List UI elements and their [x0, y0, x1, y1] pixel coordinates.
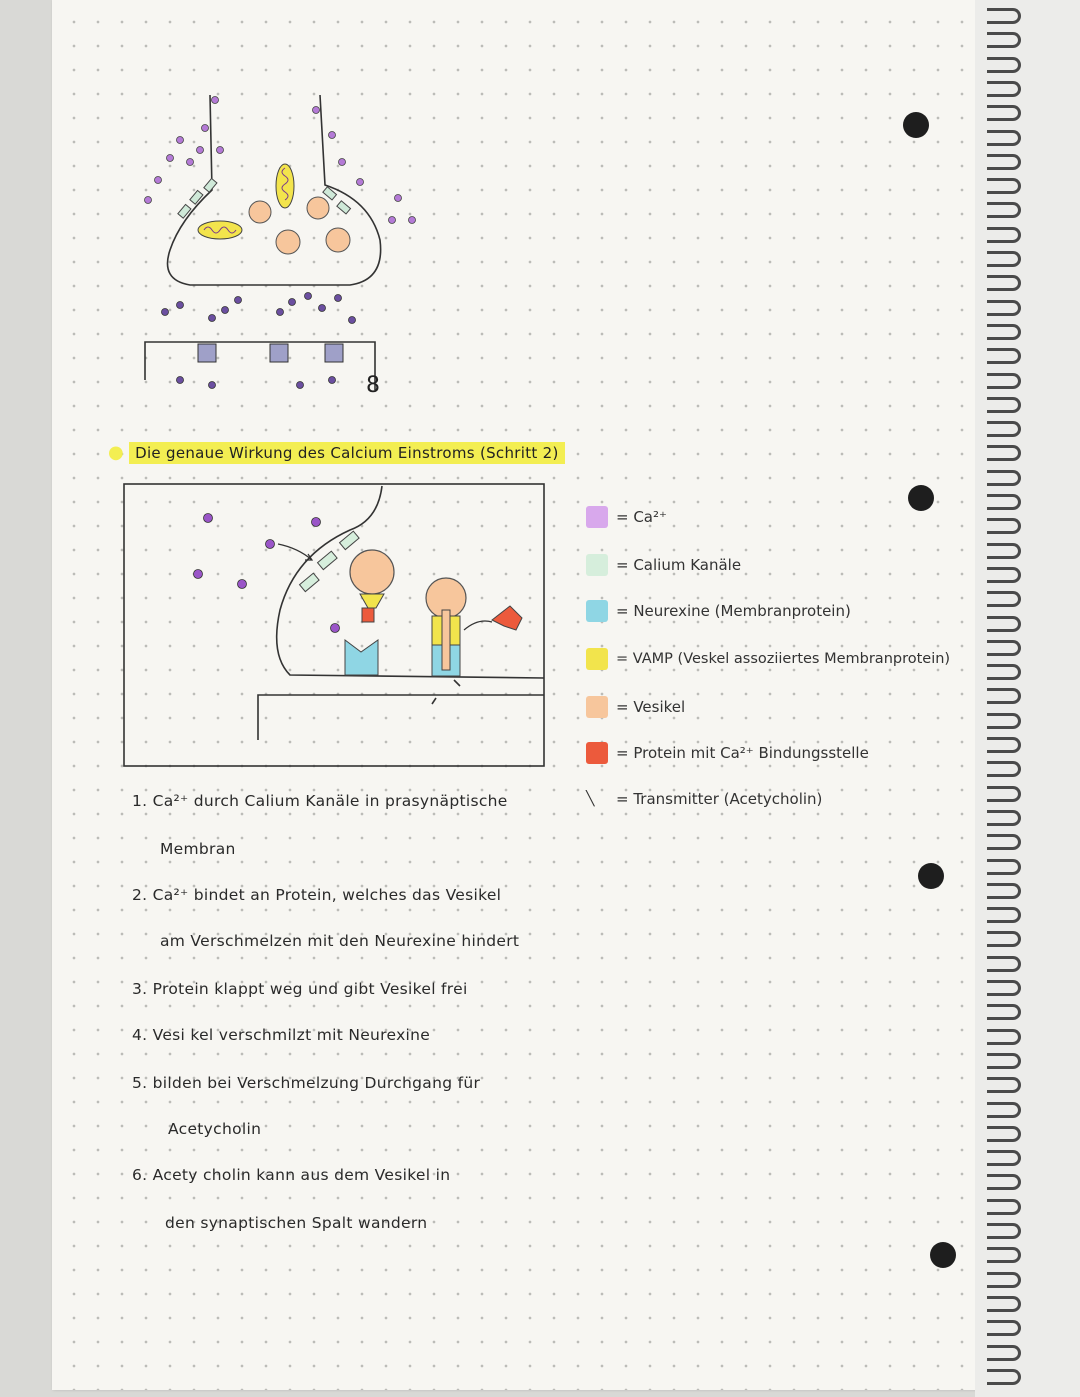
- spiral-ring: [987, 300, 1021, 316]
- heading-text: Die genaue Wirkung des Calcium Einstroms (Schritt 2): [129, 442, 565, 464]
- step-6-line1: 6. Acety cholin kann aus dem Vesikel in: [132, 1166, 451, 1184]
- spiral-ring: [987, 786, 1021, 802]
- legend-label: = Ca²⁺: [616, 508, 667, 526]
- spiral-ring: [987, 1320, 1021, 1336]
- spiral-ring: [987, 8, 1021, 24]
- punch-hole: [903, 112, 929, 138]
- spiral-ring: [987, 1223, 1021, 1239]
- legend-item-transmitter: [586, 790, 822, 808]
- spiral-ring: [987, 1199, 1021, 1215]
- spiral-ring: [987, 227, 1021, 243]
- spiral-ring: [987, 1004, 1021, 1020]
- legend-item-neurexine: [586, 600, 851, 622]
- punch-hole: [930, 1242, 956, 1268]
- legend-label: = Vesikel: [616, 698, 686, 716]
- spiral-ring: [987, 1102, 1021, 1118]
- swatch-channels: [586, 554, 608, 576]
- punch-hole: [918, 863, 944, 889]
- swatch-neurexine: [586, 600, 608, 622]
- spiral-ring: [987, 81, 1021, 97]
- spiral-ring: [987, 980, 1021, 996]
- spiral-ring: [987, 202, 1021, 218]
- spiral-ring: [987, 1272, 1021, 1288]
- spiral-ring: [987, 1150, 1021, 1166]
- legend-label: = Calium Kanäle: [616, 556, 742, 574]
- spiral-ring: [987, 324, 1021, 340]
- spiral-ring: [987, 275, 1021, 291]
- spiral-ring: [987, 105, 1021, 121]
- spiral-ring: [987, 591, 1021, 607]
- legend-item-calcium: [586, 506, 667, 528]
- spiral-ring: [987, 1369, 1021, 1385]
- spiral-ring: [987, 1296, 1021, 1312]
- step-2-line1: 2. Ca²⁺ bindet an Protein, welches das Vesikel: [132, 886, 502, 904]
- swatch-vamp: [586, 648, 608, 670]
- spiral-ring: [987, 421, 1021, 437]
- legend-label: = Neurexine (Membranprotein): [616, 602, 851, 620]
- spiral-ring: [987, 931, 1021, 947]
- spiral-ring: [987, 251, 1021, 267]
- spiral-ring: [987, 1174, 1021, 1190]
- step-5-line1: 5. bilden bei Verschmelzung Durchgang für: [132, 1074, 481, 1092]
- legend-item-protein: [586, 742, 869, 764]
- spiral-ring: [987, 1029, 1021, 1045]
- spiral-ring: [987, 956, 1021, 972]
- legend-item-channels: [586, 554, 741, 576]
- step-4-line1: 4. Vesi kel verschmilzt mit Neurexine: [132, 1026, 431, 1044]
- legend-item-vamp: [586, 648, 950, 670]
- spiral-binding: [975, 0, 1080, 1397]
- spiral-ring: [987, 907, 1021, 923]
- spiral-ring: [987, 664, 1021, 680]
- spiral-ring: [987, 57, 1021, 73]
- calcium-influx-detail-diagram: [120, 480, 550, 770]
- spiral-ring: [987, 1345, 1021, 1361]
- step-1-line1: 1. Ca²⁺ durch Calium Kanäle in prasynäptische: [132, 792, 508, 810]
- spiral-ring: [987, 518, 1021, 534]
- step-3-line1: 3. Protein klappt weg und gibt Vesikel frei: [132, 980, 468, 998]
- spiral-ring: [987, 1247, 1021, 1263]
- spiral-ring: [987, 1077, 1021, 1093]
- section-heading: ● Die genaue Wirkung des Calcium Einstroms (Schritt 2): [108, 442, 565, 463]
- legend-label: = Transmitter (Acetycholin): [616, 790, 823, 808]
- spiral-ring: [987, 737, 1021, 753]
- spiral-ring: [987, 761, 1021, 777]
- spiral-ring: [987, 1126, 1021, 1142]
- legend-label: = Protein mit Ca²⁺ Bindungsstelle: [616, 744, 869, 762]
- spiral-ring: [987, 567, 1021, 583]
- diagram-number-label: 8: [366, 373, 380, 398]
- step-2-line2: am Verschmelzen mit den Neurexine hindert: [160, 932, 520, 950]
- synapse-overview-diagram: [120, 80, 420, 410]
- spiral-ring: [987, 397, 1021, 413]
- spiral-ring: [987, 470, 1021, 486]
- spiral-ring: [987, 178, 1021, 194]
- spiral-ring: [987, 713, 1021, 729]
- spiral-ring: [987, 688, 1021, 704]
- spiral-ring: [987, 883, 1021, 899]
- transmitter-icon: ╲: [586, 791, 595, 807]
- swatch-protein: [586, 742, 608, 764]
- spiral-ring: [987, 130, 1021, 146]
- punch-hole: [908, 485, 934, 511]
- spiral-ring: [987, 543, 1021, 559]
- step-1-line2: Membran: [160, 840, 236, 858]
- spiral-ring: [987, 32, 1021, 48]
- spiral-ring: [987, 154, 1021, 170]
- spiral-ring: [987, 373, 1021, 389]
- legend-item-vesikel: [586, 696, 685, 718]
- spiral-ring: [987, 348, 1021, 364]
- spiral-ring: [987, 616, 1021, 632]
- spiral-ring: [987, 445, 1021, 461]
- spiral-ring: [987, 1053, 1021, 1069]
- swatch-calcium: [586, 506, 608, 528]
- spiral-ring: [987, 859, 1021, 875]
- swatch-vesikel: [586, 696, 608, 718]
- step-6-line2: den synaptischen Spalt wandern: [165, 1214, 428, 1232]
- legend-label: = VAMP (Veskel assoziiertes Membranprotein): [616, 651, 951, 667]
- spiral-ring: [987, 834, 1021, 850]
- step-5-line2: Acetycholin: [168, 1120, 262, 1138]
- spiral-ring: [987, 810, 1021, 826]
- spiral-ring: [987, 494, 1021, 510]
- spiral-ring: [987, 640, 1021, 656]
